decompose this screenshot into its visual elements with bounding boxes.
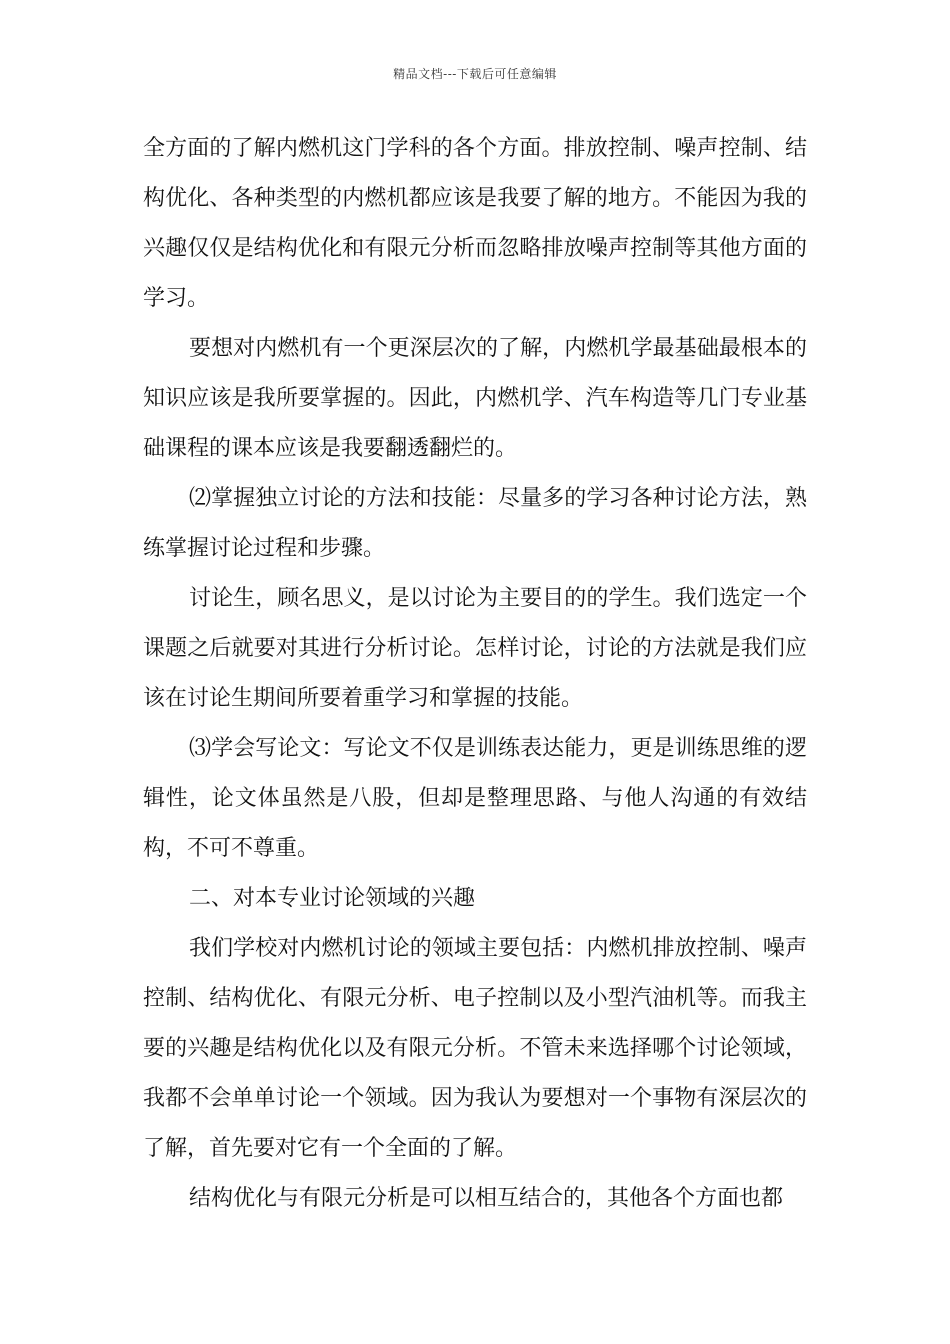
section-heading: 二、对本专业讨论领域的兴趣 bbox=[189, 886, 476, 911]
paragraph: 全方面的了解内燃机这门学科的各个方面。排放控制、噪声控制、结构优化、各种类型的内燃机都应该是我要了解的地方。不能因为我的兴趣仅仅是结构优化和有限元分析而忽略排放噪声控制等其他方面的学习。 bbox=[143, 136, 807, 311]
paragraph: 我们学校对内燃机讨论的领域主要包括：内燃机排放控制、噪声控制、结构优化、有限元分析、电子控制以及小型汽油机等。而我主要的兴趣是结构优化以及有限元分析。不管未来选择哪个讨论领域，我都不会单单讨论一个领域。因为我认为要想对一个事物有深层次的了解，首先要对它有一个全面的了解。 bbox=[143, 936, 807, 1161]
paragraph: ⑵掌握独立讨论的方法和技能：尽量多的学习各种讨论方法，熟练掌握讨论过程和步骤。 bbox=[143, 486, 807, 561]
paragraph: 结构优化与有限元分析是可以相互结合的，其他各个方面也都 bbox=[189, 1186, 784, 1211]
page-header: 精品文档---下载后可任意编辑 bbox=[393, 67, 557, 81]
paragraph: 要想对内燃机有一个更深层次的了解，内燃机学最基础最根本的知识应该是我所要掌握的。因此，内燃机学、汽车构造等几门专业基础课程的课本应该是我要翻透翻烂的。 bbox=[143, 336, 807, 461]
document-body bbox=[143, 124, 807, 1224]
paragraph: 讨论生，顾名思义，是以讨论为主要目的的学生。我们选定一个课题之后就要对其进行分析讨论。怎样讨论，讨论的方法就是我们应该在讨论生期间所要着重学习和掌握的技能。 bbox=[143, 586, 807, 711]
paragraph: ⑶学会写论文：写论文不仅是训练表达能力，更是训练思维的逻辑性，论文体虽然是八股，但却是整理思路、与他人沟通的有效结构，不可不尊重。 bbox=[143, 736, 807, 861]
